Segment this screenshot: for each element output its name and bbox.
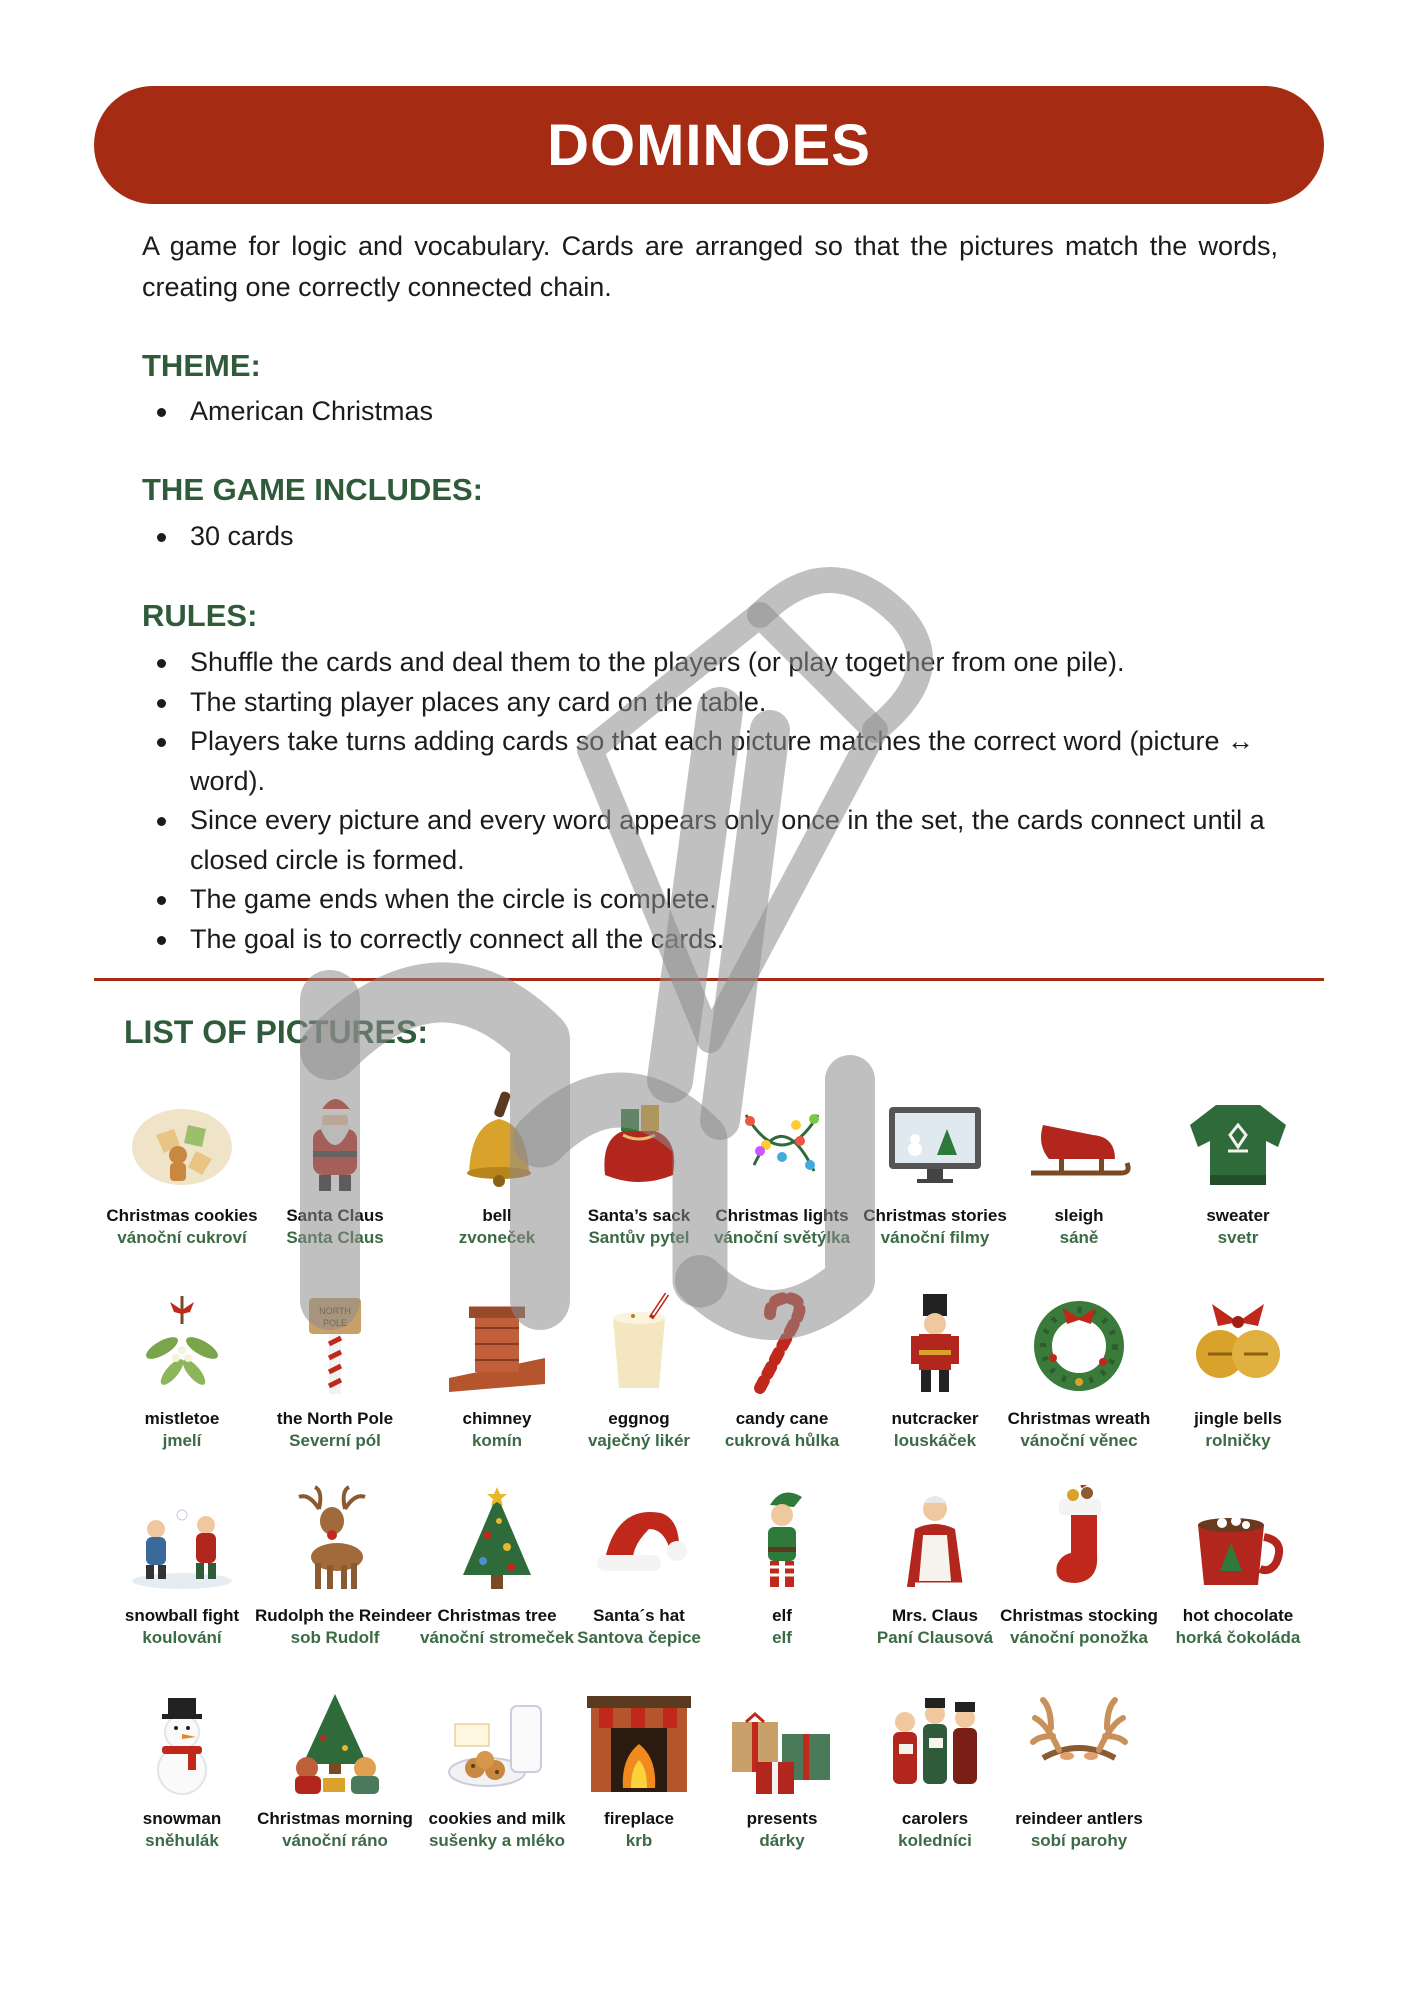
picture-label-en: Rudolph the Reindeer: [255, 1606, 432, 1625]
picture-card: [1158, 1288, 1318, 1452]
picture-label-en: jingle bells: [1194, 1409, 1282, 1428]
christmas-morning-icon: [279, 1688, 391, 1800]
page-title: DOMINOES: [547, 112, 871, 178]
picture-card: [255, 1085, 415, 1249]
picture-card: [417, 1485, 577, 1649]
picture-label-en: snowman: [142, 1809, 222, 1828]
north-pole-sign-icon: [279, 1288, 391, 1400]
picture-label-en: bell: [482, 1206, 512, 1225]
picture-label-cz: dárky: [759, 1831, 805, 1850]
picture-label-cz: sob Rudolf: [290, 1628, 380, 1647]
picture-label-cz: vánoční cukroví: [117, 1228, 247, 1247]
rule-item: Shuffle the cards and deal them to the players (or play together from one pile).: [142, 643, 1282, 683]
antlers-icon: [1023, 1688, 1135, 1800]
picture-label-en: mistletoe: [144, 1409, 220, 1428]
picture-label-en: cookies and milk: [428, 1809, 566, 1828]
picture-card: [702, 1085, 862, 1249]
picture-label-cz: vánoční světýlka: [713, 1228, 851, 1247]
bell-icon: [441, 1085, 553, 1197]
sack-icon: [583, 1085, 695, 1197]
picture-label-en: sweater: [1206, 1206, 1270, 1225]
tree-icon: [441, 1485, 553, 1597]
rule-item: The starting player places any card on the table.: [142, 683, 1282, 723]
svg-text:POLE: POLE: [322, 1318, 348, 1328]
picture-label-en: sleigh: [1054, 1206, 1104, 1225]
picture-label-cz: vaječný likér: [587, 1431, 691, 1450]
carolers-icon: [879, 1688, 991, 1800]
picture-label-cz: Severní pól: [289, 1431, 381, 1450]
intro-text: A game for logic and vocabulary. Cards are arranged so that the pictures match the words, creating one correctly connected chain.: [142, 231, 1278, 302]
eggnog-icon: [583, 1288, 695, 1400]
svg-text:NORTH: NORTH: [319, 1306, 351, 1316]
picture-label-en: the North Pole: [276, 1409, 394, 1428]
picture-label-cz: svetr: [1217, 1228, 1259, 1247]
picture-card: [255, 1688, 415, 1852]
rule-item: Players take turns adding cards so that each picture matches the correct word (picture ↔ word).: [142, 722, 1282, 801]
picture-label-en: Christmas tree: [437, 1606, 557, 1625]
picture-label-en: Mrs. Claus: [892, 1606, 978, 1625]
elf-icon: [726, 1485, 838, 1597]
nutcracker-icon: [879, 1288, 991, 1400]
wreath-icon: [1023, 1288, 1135, 1400]
rules-list: [142, 643, 1282, 959]
candy-cane-icon: [726, 1288, 838, 1400]
rule-item: The game ends when the circle is complete.: [142, 880, 1282, 920]
picture-card: [417, 1085, 577, 1249]
picture-label-en: Santa´s hat: [593, 1606, 685, 1625]
theme-heading: THEME:: [142, 348, 261, 383]
picture-card: [702, 1485, 862, 1649]
theme-item: American Christmas: [142, 392, 1282, 432]
picture-card: [417, 1288, 577, 1452]
picture-label-en: eggnog: [608, 1409, 670, 1428]
picture-card: [855, 1485, 1015, 1649]
picture-card: [999, 1288, 1159, 1452]
picture-label-cz: vánoční filmy: [880, 1228, 990, 1247]
picture-label-cz: Santa Claus: [286, 1228, 384, 1247]
stocking-icon: [1023, 1485, 1135, 1597]
picture-label-en: nutcracker: [891, 1409, 979, 1428]
tv-icon: [879, 1085, 991, 1197]
santa-hat-icon: [583, 1485, 695, 1597]
jingle-bells-icon: [1182, 1288, 1294, 1400]
picture-card: [559, 1688, 719, 1852]
picture-card: [855, 1288, 1015, 1452]
picture-label-en: candy cane: [735, 1409, 829, 1428]
picture-label-en: chimney: [462, 1409, 532, 1428]
picture-label-cz: krb: [625, 1831, 653, 1850]
picture-label-cz: koulování: [142, 1628, 222, 1647]
picture-card: [102, 1485, 262, 1649]
reindeer-icon: [279, 1485, 391, 1597]
picture-card: [102, 1085, 262, 1249]
snowman-icon: [126, 1688, 238, 1800]
title-banner: [94, 86, 1324, 204]
picture-label-en: Santa’s sack: [587, 1206, 691, 1225]
picture-label-cz: rolničky: [1205, 1431, 1271, 1450]
picture-label-cz: vánoční ráno: [282, 1831, 388, 1850]
picture-card: [702, 1288, 862, 1452]
picture-card: [1158, 1485, 1318, 1649]
section-divider: [94, 978, 1324, 981]
picture-label-cz: sněhulák: [145, 1831, 219, 1850]
picture-label-cz: Paní Clausová: [876, 1628, 994, 1647]
picture-card: [855, 1688, 1015, 1852]
fireplace-icon: [583, 1688, 695, 1800]
picture-label-cz: koledníci: [898, 1831, 972, 1850]
picture-label-en: Christmas wreath: [1007, 1409, 1151, 1428]
picture-card: [1158, 1085, 1318, 1249]
includes-item: 30 cards: [142, 517, 1282, 557]
mrs-claus-icon: [879, 1485, 991, 1597]
includes-heading: THE GAME INCLUDES:: [142, 472, 483, 507]
picture-label-cz: horká čokoláda: [1175, 1628, 1301, 1647]
rule-item: The goal is to correctly connect all the cards.: [142, 920, 1282, 960]
cookies-icon: [126, 1085, 238, 1197]
picture-label-cz: komín: [471, 1431, 523, 1450]
picture-label-en: presents: [746, 1809, 818, 1828]
picture-label-cz: jmelí: [162, 1431, 202, 1450]
picture-label-cz: sobí parohy: [1030, 1831, 1128, 1850]
picture-label-cz: cukrová hůlka: [724, 1431, 840, 1450]
picture-label-cz: vánoční ponožka: [1010, 1628, 1148, 1647]
theme-list: [142, 392, 1282, 432]
rules-heading: RULES:: [142, 598, 258, 633]
picture-card: [417, 1688, 577, 1852]
picture-card: [702, 1688, 862, 1852]
picture-label-en: fireplace: [604, 1809, 674, 1828]
picture-card: [255, 1288, 415, 1452]
picture-label-cz: louskáček: [893, 1431, 977, 1450]
picture-label-en: hot chocolate: [1182, 1606, 1294, 1625]
picture-label-cz: zvoneček: [458, 1228, 536, 1247]
picture-label-en: reindeer antlers: [1015, 1809, 1143, 1828]
pictures-heading: LIST OF PICTURES:: [124, 1014, 428, 1050]
hot-chocolate-icon: [1182, 1485, 1294, 1597]
snowball-fight-icon: [126, 1485, 238, 1597]
picture-card: [255, 1485, 432, 1649]
rule-item: Since every picture and every word appears only once in the set, the cards connect until a closed circle is formed.: [142, 801, 1282, 880]
picture-label-cz: sáně: [1059, 1228, 1099, 1247]
picture-card: [102, 1688, 262, 1852]
chimney-icon: [441, 1288, 553, 1400]
picture-label-cz: elf: [772, 1628, 792, 1647]
picture-card: [559, 1288, 719, 1452]
picture-label-cz: Santův pytel: [588, 1228, 690, 1247]
picture-label-en: elf: [772, 1606, 792, 1625]
picture-label-en: Christmas morning: [257, 1809, 413, 1828]
picture-card: [559, 1485, 719, 1649]
picture-label-en: Christmas cookies: [106, 1206, 258, 1225]
picture-label-en: Christmas stories: [863, 1206, 1007, 1225]
picture-card: [855, 1085, 1015, 1249]
picture-label-en: Christmas stocking: [1000, 1606, 1158, 1625]
lights-icon: [726, 1085, 838, 1197]
cookies-milk-icon: [441, 1688, 553, 1800]
picture-card: [559, 1085, 719, 1249]
sweater-icon: [1182, 1085, 1294, 1197]
picture-card: [999, 1085, 1159, 1249]
mistletoe-icon: [126, 1288, 238, 1400]
includes-list: [142, 517, 1282, 557]
picture-card: [999, 1688, 1159, 1852]
picture-label-en: carolers: [901, 1809, 969, 1828]
picture-label-en: Santa Claus: [286, 1206, 384, 1225]
presents-icon: [726, 1688, 838, 1800]
picture-label-en: Christmas lights: [715, 1206, 849, 1225]
picture-card: [999, 1485, 1159, 1649]
picture-label-cz: Santova čepice: [577, 1628, 701, 1647]
picture-label-cz: vánoční stromeček: [419, 1628, 574, 1647]
picture-card: [102, 1288, 262, 1452]
santa-icon: [279, 1085, 391, 1197]
picture-label-cz: vánoční věnec: [1020, 1431, 1138, 1450]
picture-label-cz: sušenky a mléko: [428, 1831, 566, 1850]
picture-label-en: snowball fight: [124, 1606, 240, 1625]
sleigh-icon: [1023, 1085, 1135, 1197]
